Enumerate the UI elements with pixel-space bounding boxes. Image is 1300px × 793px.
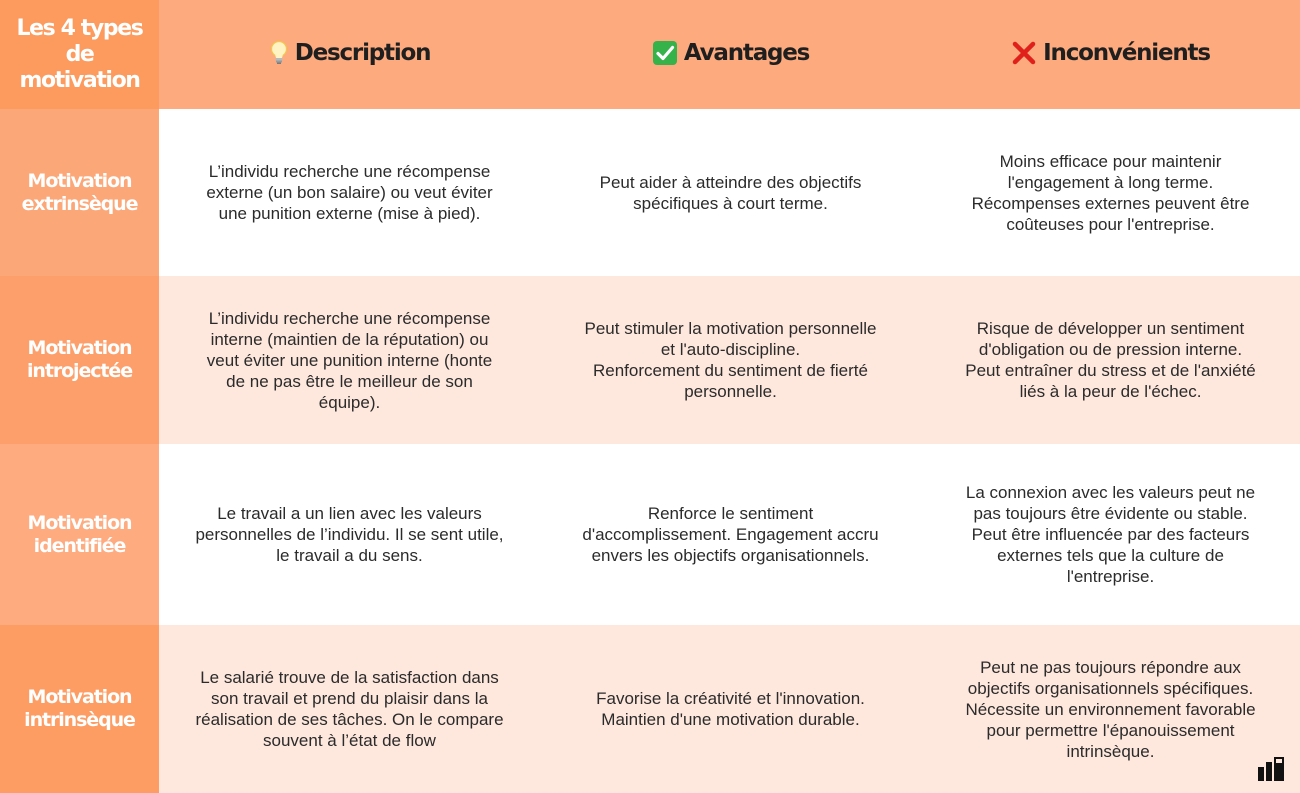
disadvantages-text: Risque de développer un sentiment d'obligation ou de pression interne. bbox=[976, 319, 1245, 359]
row-header-intrinsic bbox=[0, 625, 159, 793]
light-bulb-icon bbox=[269, 40, 289, 66]
description-cell bbox=[159, 276, 540, 444]
advantages-text: Renforcement du sentiment de fierté personnelle. bbox=[593, 361, 868, 401]
advantages-text: Maintien d'une motivation durable. bbox=[601, 710, 860, 729]
disadvantages-cell bbox=[921, 625, 1300, 793]
disadvantages-text: Récompenses externes peuvent être coûteuses pour l'entreprise. bbox=[971, 193, 1250, 234]
disadvantages-cell bbox=[921, 109, 1300, 276]
advantages-text: Favorise la créativité et l'innovation. bbox=[596, 689, 865, 708]
row-header-text: Motivation introjectée bbox=[27, 337, 132, 382]
advantages-cell bbox=[540, 444, 921, 625]
advantages-cell bbox=[540, 625, 921, 793]
cross-mark-icon bbox=[1011, 40, 1037, 66]
row-header-text: Motivation intrinsèque bbox=[24, 686, 135, 731]
description-cell bbox=[159, 109, 540, 276]
column-header-disadvantages bbox=[921, 0, 1300, 109]
row-header-identified bbox=[0, 444, 159, 625]
disadvantages-text: La connexion avec les valeurs peut ne pas toujours être évidente ou stable. Peut être influencée par des facteurs externes tels que la culture de l'entreprise. bbox=[965, 483, 1256, 586]
advantages-text: Peut aider à atteindre des objectifs spécifiques à court terme. bbox=[599, 172, 862, 213]
corner-title bbox=[0, 0, 159, 109]
column-header-description bbox=[159, 0, 540, 109]
disadvantages-cell bbox=[921, 276, 1300, 444]
disadvantages-text: Peut entraîner du stress et de l'anxiété liés à la peur de l'échec. bbox=[965, 361, 1256, 401]
description-text: Le salarié trouve de la satisfaction dans son travail et prend du plaisir dans la réalisation de ses tâches. On le compare souvent à l’état de flow bbox=[195, 668, 504, 750]
column-header-label: Inconvénients bbox=[1043, 39, 1210, 66]
advantages-text: Renforce le sentiment d'accomplissement. Engagement accru envers les objectifs organisationnels. bbox=[582, 504, 879, 565]
description-text: Le travail a un lien avec les valeurs personnelles de l’individu. Il se sent utile, le travail a du sens. bbox=[195, 504, 504, 565]
brand-logo-icon bbox=[1258, 757, 1284, 781]
corner-title-text: Les 4 types de motivation bbox=[16, 15, 143, 93]
advantages-cell bbox=[540, 276, 921, 444]
column-header-label: Description bbox=[294, 39, 431, 66]
row-header-introjected bbox=[0, 276, 159, 444]
column-header-label: Avantages bbox=[683, 39, 810, 66]
row-header-extrinsic bbox=[0, 109, 159, 276]
disadvantages-text: Peut ne pas toujours répondre aux objectifs organisationnels spécifiques. bbox=[967, 657, 1254, 698]
description-cell bbox=[159, 444, 540, 625]
advantages-cell bbox=[540, 109, 921, 276]
column-header-advantages bbox=[540, 0, 921, 109]
description-text: L’individu recherche une récompense externe (un bon salaire) ou veut éviter une punition externe (mise à pied). bbox=[206, 162, 493, 223]
row-header-text: Motivation extrinsèque bbox=[21, 169, 138, 215]
check-mark-icon bbox=[652, 40, 678, 66]
description-text: L’individu recherche une récompense interne (maintien de la réputation) ou veut éviter une punition interne (honte de ne pas être le meilleur de son équipe). bbox=[206, 308, 493, 412]
description-cell bbox=[159, 625, 540, 793]
disadvantages-text: Moins efficace pour maintenir l'engagement à long terme. bbox=[999, 151, 1222, 192]
disadvantages-cell bbox=[921, 444, 1300, 625]
advantages-text: Peut stimuler la motivation personnelle et l'auto-discipline. bbox=[584, 319, 877, 359]
disadvantages-text: Nécessite un environnement favorable pour permettre l'épanouissement intrinsèque. bbox=[965, 699, 1256, 761]
row-header-text: Motivation identifiée bbox=[27, 511, 132, 557]
